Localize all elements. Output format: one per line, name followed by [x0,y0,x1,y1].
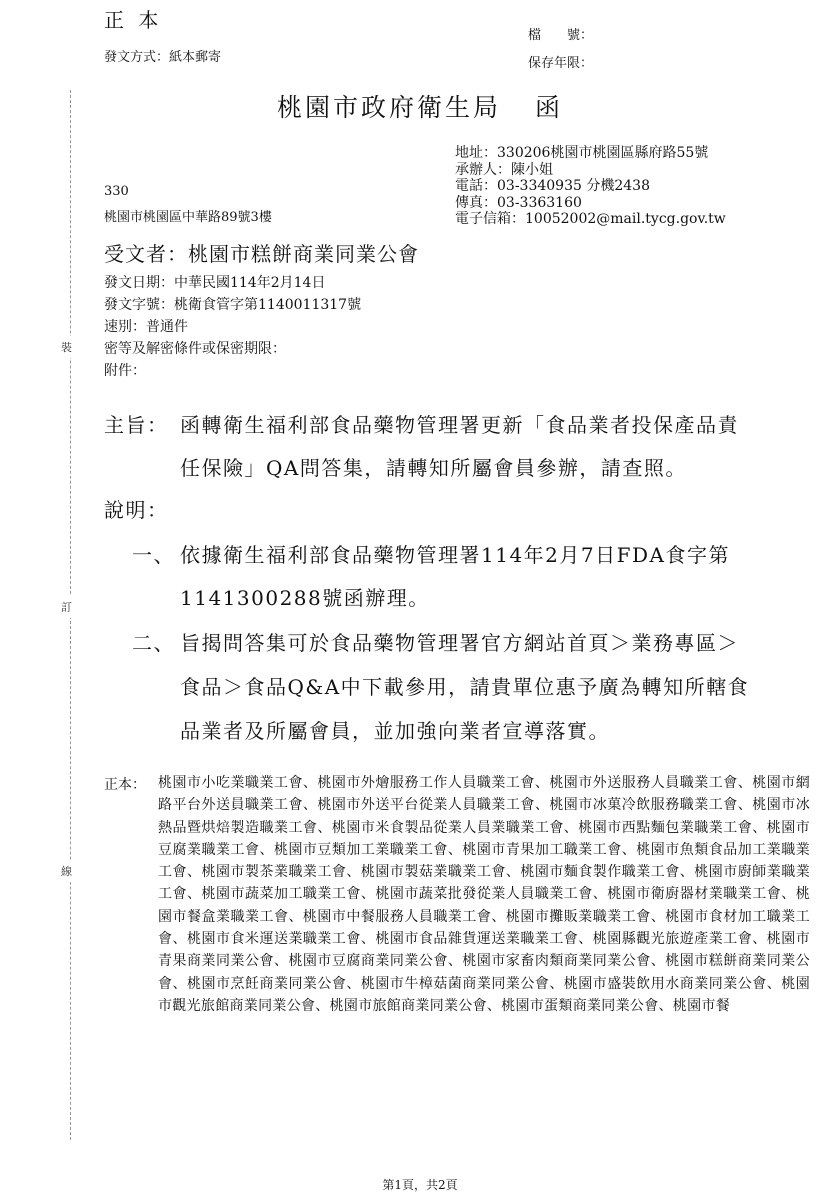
document-meta [104,272,361,382]
delivery-method: 發文方式：紙本郵寄 [104,50,222,65]
agency-title [0,88,840,124]
speed-class: 速別：普通件 [104,319,188,335]
contact-fax: 傳真：03-3363160 [455,194,582,211]
distribution-label: 正本： [104,777,146,793]
page-footer: 第1頁，共2頁 [382,1178,458,1192]
contact-address: 地址：330206桃園市桃園區縣府路55號 [455,145,709,161]
file-number-label: 檔 號： [528,28,594,43]
explanation-item-2-line-1: 旨揭問答集可於食品藥物管理署官方網站首頁＞業務專區＞ [180,631,739,655]
document-type: 函 [535,93,564,122]
agency-name: 桃園市政府衛生局 [276,93,501,122]
receiver-zip: 330 [104,184,129,199]
subject-line-1: 函轉衛生福利部食品藥物管理署更新「食品業者投保產品責 [180,413,739,437]
receiver-address: 桃園市桃園區中華路89號3樓 [104,210,272,225]
explanation-item-1-line-2: 1141300288號函辦理。 [180,586,430,610]
explanation-item-1-number: 一、 [132,543,175,567]
retention-period-label: 保存年限： [528,56,594,71]
contact-email: 電子信箱：10052002@mail.tycg.gov.tw [455,211,726,227]
subject-label: 主旨： [104,413,169,437]
issue-date: 發文日期：中華民國114年2月14日 [104,275,326,291]
explanation-item-2-number: 二、 [132,631,175,655]
attachments: 附件： [104,363,146,379]
contact-handler: 承辦人：陳小姐 [455,161,553,178]
recipient: 受文者：桃園市糕餅商業同業公會 [104,242,419,266]
binding-mark-top: 裝 [61,336,72,358]
contact-phone: 電話：03-3340935 分機2438 [455,178,650,194]
subject-line-2: 任保險」QA問答集，請轉知所屬會員參辦，請查照。 [180,456,687,480]
binding-mark-bottom: 線 [61,860,72,882]
contact-block [455,145,726,228]
explanation-item-1-line-1: 依據衛生福利部食品藥物管理署114年2月7日FDA食字第 [180,543,730,567]
secrecy-level: 密等及解密條件或保密期限： [104,341,286,357]
explanation-label: 說明： [104,498,169,522]
explanation-item-2-line-3: 品業者及所屬會員，並加強向業者宣導落實。 [180,719,610,743]
explanation-item-2-line-2: 食品＞食品Q&A中下載參用，請貴單位惠予廣為轉知所轄食 [180,675,750,699]
binding-mark-middle: 訂 [61,596,72,618]
copy-type-label: 正 本 [104,8,163,32]
document-number: 發文字號：桃衛食管字第1140011317號 [104,297,362,313]
distribution-list: 桃園市小吃業職業工會、桃園市外燴服務工作人員職業工會、桃園市外送服務人員職業工會、桃園市網路平台外送員職業工會、桃園市外送平台從業人員職業工會、桃園市冰菓冷飲服務職業工會、桃園市冰熱品暨烘焙製造職業工會、桃園市米食製品從業人員業職業工會、桃園市西點麵包業職業工會、桃園市豆腐業職業工會、桃園市豆類加工業職業工會、桃園市青果加工職業工會、桃園市魚類食品加工業職業工會、桃園市製茶業職業工會、桃園市製菇業職業工會、桃園市麵食製作職業工會、桃園市廚師業職業工會、桃園市蔬菜加工職業工會、桃園市蔬菜批發從業人員職業工會、桃園市衛廚器材業職業工會、桃園市餐盒業職業工會、桃園市中餐服務人員職業工會、桃園市攤販業職業工會、桃園市食材加工職業工會、桃園市食米運送業職業工會、桃園市食品雜貨運送業職業工會、桃園縣觀光旅遊產業工會、桃園市青果商業同業公會、桃園市豆腐商業同業公會、桃園市家畜肉類商業同業公會、桃園市糕餅商業同業公會、桃園市烹飪商業同業公會、桃園市牛樟菇菌商業同業公會、桃園市盛裝飲用水商業同業公會、桃園市觀光旅館商業同業公會、桃園市旅館商業同業公會、桃園市蛋類商業同業公會、桃園市餐 [158,775,810,1014]
